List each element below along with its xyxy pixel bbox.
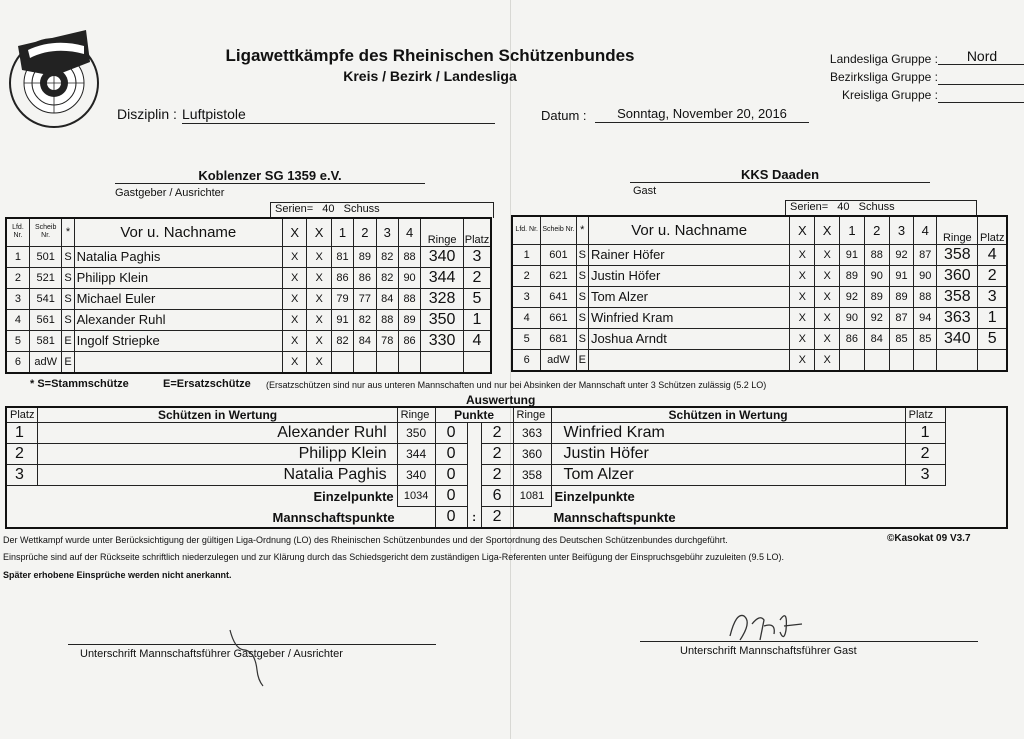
ringe-total: 330 [421,330,464,351]
home-signature-label: Unterschrift Mannschaftsführer Gastgeber / Ausrichter [80,648,343,660]
punkte-spacer [467,423,481,444]
legend-ersatz: E=Ersatzschütze [163,378,251,390]
date-label: Datum : [541,108,587,123]
ringe-total: 350 [421,309,464,330]
shooter-type: S [62,309,74,330]
scheib-nr: adW [541,349,576,371]
shooter-name: Joshua Arndt [588,328,790,349]
series-1-score: 86 [840,328,865,349]
scheib-header: Scheib Nr. [29,218,62,246]
platz-spacer [945,465,1007,486]
x-mark: X [815,328,840,349]
x-header: X [307,218,331,246]
x-mark: X [307,351,331,373]
series-2-header: 2 [864,216,889,244]
discipline-value: Luftpistole [182,106,495,124]
punkte-header: Punkte [435,407,513,423]
series-2-score: 89 [354,246,376,267]
copyright: ©Kasokat 09 V3.7 [887,533,971,544]
series-4-score [398,351,420,373]
x-mark: X [815,286,840,307]
ringe-total [937,349,978,371]
table-row [6,351,491,373]
guest-platz-header: Platz [905,407,945,423]
home-punkte: 0 [435,465,467,486]
home-einzel-punkte: 0 [435,486,467,507]
x-header: X [815,216,840,244]
platz-rank: 5 [463,288,491,309]
table-row [512,349,1007,371]
date-value: Sonntag, November 20, 2016 [595,106,809,123]
lfd-nr: 3 [6,288,29,309]
kreisliga-value [938,86,1024,103]
shooter-type: S [576,244,588,265]
x-mark: X [283,351,307,373]
lfd-nr: 4 [6,309,29,330]
x-mark: X [307,267,331,288]
scheib-nr: 581 [29,330,62,351]
shooter-name: Tom Alzer [588,286,790,307]
shooter-name [588,349,790,371]
platz-rank: 3 [978,286,1007,307]
guest-einzel-ringe: 1081 [513,486,551,507]
x-mark: X [283,330,307,351]
series-2-score [354,351,376,373]
home-platz: 2 [6,444,38,465]
home-ringe: 350 [397,423,435,444]
guest-platz: 3 [905,465,945,486]
x-mark: X [790,328,815,349]
shooter-name: Justin Höfer [588,265,790,286]
series-4-score: 88 [914,286,937,307]
shooter-type: E [62,351,74,373]
table-row [6,309,491,330]
home-mannschaft-punkte: 0 [435,507,467,529]
series-2-score [864,349,889,371]
guest-ringe-header: Ringe [513,407,551,423]
table-row [512,328,1007,349]
bezirksliga-value [938,68,1024,85]
series-4-score: 85 [914,328,937,349]
guest-ringe: 358 [513,465,551,486]
series-3-score: 87 [889,307,914,328]
platz-rank: 2 [978,265,1007,286]
home-mannschaft-label: Mannschaftspunkte [272,509,395,525]
scheib-nr: 521 [29,267,62,288]
discipline-label: Disziplin : [117,106,177,122]
lfd-nr: 5 [512,328,541,349]
ringe-total: 340 [937,328,978,349]
platz-spacer [945,423,1007,444]
x-header: X [790,216,815,244]
lfd-nr: 6 [6,351,29,373]
auswertung-table [5,406,1008,529]
x-mark: X [790,349,815,371]
guest-ringe: 360 [513,444,551,465]
platz-header: Platz [978,216,1007,244]
series-3-header: 3 [376,218,398,246]
shooter-name: Michael Euler [74,288,282,309]
series-3-score: 92 [889,244,914,265]
ringe-total: 344 [421,267,464,288]
platz-rank: 4 [463,330,491,351]
scheib-nr: 661 [541,307,576,328]
series-2-score: 84 [864,328,889,349]
guest-einzel-punkte: 6 [481,486,513,507]
landesliga-label: Landesliga Gruppe : [829,52,938,66]
series-1-header: 1 [331,218,353,246]
guest-schuetzen-header: Schützen in Wertung [551,407,905,423]
scheib-nr: 501 [29,246,62,267]
home-ringe: 340 [397,465,435,486]
guest-punkte: 2 [481,465,513,486]
lfd-header: Lfd. Nr. [512,216,541,244]
shooter-type: S [576,307,588,328]
shooter-type: S [576,265,588,286]
platz-rank: 5 [978,328,1007,349]
ringe-header: Ringe [421,218,464,246]
score-colon: : [472,509,477,524]
series-2-score: 90 [864,265,889,286]
auswertung-title: Auswertung [466,393,536,407]
table-row [6,423,1007,444]
serien-count: 40 [837,201,850,213]
series-3-header: 3 [889,216,914,244]
shooter-type: E [62,330,74,351]
punkte-spacer [467,465,481,486]
series-4-header: 4 [398,218,420,246]
guest-signature [726,606,816,646]
platz-header: Platz [463,218,491,246]
series-4-score: 89 [398,309,420,330]
lfd-nr: 1 [512,244,541,265]
series-1-score [840,349,865,371]
table-row [6,330,491,351]
table-row [6,246,491,267]
guest-club-name: KKS Daaden [630,167,930,183]
shooter-type: S [576,286,588,307]
home-role: Gastgeber / Ausrichter [115,187,225,199]
platz-col-header: Platz [6,407,38,423]
guest-role: Gast [633,185,657,197]
guest-mannschaft-label: Mannschaftspunkte [553,509,676,525]
shooter-name: Winfried Kram [588,307,790,328]
lfd-nr: 1 [6,246,29,267]
series-3-score: 91 [889,265,914,286]
series-1-score: 90 [840,307,865,328]
series-4-score: 88 [398,246,420,267]
scheib-header: Scheib Nr. [541,216,576,244]
lfd-header: Lfd. Nr. [6,218,29,246]
shooter-name: Natalia Paghis [74,246,282,267]
x-mark: X [307,288,331,309]
lfd-nr: 4 [512,307,541,328]
scheib-nr: 681 [541,328,576,349]
lfd-nr: 5 [6,330,29,351]
guest-platz: 1 [905,423,945,444]
series-3-score: 89 [889,286,914,307]
series-4-score: 87 [914,244,937,265]
home-shooter-name: Alexander Ruhl [38,423,397,444]
shooter-type: S [62,267,74,288]
table-row [512,265,1007,286]
table-row [6,267,491,288]
home-shooter-name: Natalia Paghis [38,465,397,486]
shooter-type: E [576,349,588,371]
x-mark: X [815,349,840,371]
guest-punkte: 2 [481,423,513,444]
series-4-score: 88 [398,288,420,309]
series-4-score [914,349,937,371]
x-mark: X [790,244,815,265]
platz-rank: 1 [978,307,1007,328]
scheib-nr: adW [29,351,62,373]
series-3-score: 88 [376,309,398,330]
series-3-score [376,351,398,373]
ringe-total: 363 [937,307,978,328]
x-mark: X [307,309,331,330]
footer-line1: Der Wettkampf wurde unter Berücksichtigung der gültigen Liga-Ordnung (LO) des Rheinischen Schützenbundes und der Sportordnung des Deutschen Schützenbundes durchgeführt. [3,535,728,545]
serien-count: 40 [322,203,335,215]
punkte-spacer [467,444,481,465]
home-club-name: Koblenzer SG 1359 e.V. [115,168,425,184]
shooter-type: S [62,246,74,267]
shooter-name: Rainer Höfer [588,244,790,265]
series-2-header: 2 [354,218,376,246]
table-row [6,288,491,309]
schuss-label: Schuss [343,203,380,215]
lfd-nr: 2 [512,265,541,286]
club-logo [4,28,104,128]
footer-line3: Später erhobene Einsprüche werden nicht anerkannt. [3,570,232,580]
x-mark: X [283,288,307,309]
series-3-score: 78 [376,330,398,351]
series-2-score: 88 [864,244,889,265]
x-mark: X [790,265,815,286]
schuss-label: Schuss [858,201,895,213]
series-2-score: 86 [354,267,376,288]
shooter-name [74,351,282,373]
series-4-score: 94 [914,307,937,328]
home-ringe: 344 [397,444,435,465]
x-mark: X [307,330,331,351]
series-3-score: 85 [889,328,914,349]
bezirksliga-label: Bezirksliga Gruppe : [829,70,938,84]
form-title: Ligawettkämpfe des Rheinischen Schützenbundes [225,46,635,65]
series-1-score: 91 [840,244,865,265]
guest-punkte: 2 [481,444,513,465]
shooter-name: Philipp Klein [74,267,282,288]
guest-results-table [511,215,1008,372]
legend-note: (Ersatzschützen sind nur aus unteren Mannschaften und nur bei Absinken der Mannschaft unter 3 Schützen zulässig (5.2 LO) [266,380,767,390]
x-mark: X [283,309,307,330]
series-3-score: 82 [376,246,398,267]
ringe-total: 328 [421,288,464,309]
star-header: * [576,216,588,244]
table-row [512,307,1007,328]
home-platz: 3 [6,465,38,486]
guest-serien-header [785,200,977,216]
x-mark: X [283,267,307,288]
series-1-score: 79 [331,288,353,309]
x-header: X [283,218,307,246]
series-1-score: 82 [331,330,353,351]
home-schuetzen-header: Schützen in Wertung [38,407,397,423]
ringe-total: 360 [937,265,978,286]
guest-shooter-name: Tom Alzer [551,465,905,486]
series-3-score: 82 [376,267,398,288]
scheib-nr: 561 [29,309,62,330]
home-punkte: 0 [435,444,467,465]
series-3-score: 84 [376,288,398,309]
platz-spacer [945,444,1007,465]
platz-rank: 1 [463,309,491,330]
series-1-score: 81 [331,246,353,267]
kreisliga-label: Kreisliga Gruppe : [841,88,938,102]
footer-line2: Einsprüche sind auf der Rückseite schriftlich niederzulegen und zur Klärung durch das Schiedsgericht dem zuständigen Liga-Referenten unter Beifügung der Einspruchsgebühr zuzuleiten (9.5 LO). [3,552,784,562]
series-1-score: 91 [331,309,353,330]
series-4-header: 4 [914,216,937,244]
platz-rank [978,349,1007,371]
guest-einzel-label: Einzelpunkte [554,488,635,504]
series-1-score: 89 [840,265,865,286]
table-row [6,444,1007,465]
table-row [6,465,1007,486]
home-ringe-header: Ringe [397,407,435,423]
home-signature-scribble [225,620,285,690]
legend-stamm: * S=Stammschütze [30,378,129,390]
series-4-score: 86 [398,330,420,351]
home-results-table [5,217,492,374]
series-1-score: 86 [331,267,353,288]
x-mark: X [283,246,307,267]
x-mark: X [815,307,840,328]
home-einzel-ringe: 1034 [397,486,435,507]
shooter-type: S [62,288,74,309]
shooter-name: Ingolf Striepke [74,330,282,351]
landesliga-value: Nord [938,48,1024,65]
series-3-score [889,349,914,371]
guest-ringe: 363 [513,423,551,444]
serien-label: Serien= [790,201,829,213]
home-shooter-name: Philipp Klein [38,444,397,465]
lfd-nr: 3 [512,286,541,307]
series-2-score: 92 [864,307,889,328]
ringe-total: 358 [937,244,978,265]
x-mark: X [790,307,815,328]
platz-rank: 4 [978,244,1007,265]
form-subtitle: Kreis / Bezirk / Landesliga [343,68,517,84]
name-header: Vor u. Nachname [588,216,790,244]
scheib-nr: 641 [541,286,576,307]
scheib-nr: 601 [541,244,576,265]
name-header: Vor u. Nachname [74,218,282,246]
shooter-name: Alexander Ruhl [74,309,282,330]
home-einzel-label: Einzelpunkte [313,488,394,504]
platz-rank [463,351,491,373]
guest-signature-label: Unterschrift Mannschaftsführer Gast [680,645,857,657]
series-2-score: 82 [354,309,376,330]
series-2-score: 77 [354,288,376,309]
series-1-header: 1 [840,216,865,244]
series-4-score: 90 [914,265,937,286]
ringe-total: 358 [937,286,978,307]
scheib-nr: 541 [29,288,62,309]
x-mark: X [815,244,840,265]
series-2-score: 89 [864,286,889,307]
home-serien-header [270,202,494,218]
star-header: * [62,218,74,246]
guest-platz: 2 [905,444,945,465]
x-mark: X [790,286,815,307]
guest-shooter-name: Justin Höfer [551,444,905,465]
guest-mannschaft-punkte: 2 [481,507,513,529]
ringe-total: 340 [421,246,464,267]
home-punkte: 0 [435,423,467,444]
platz-rank: 2 [463,267,491,288]
home-platz: 1 [6,423,38,444]
series-1-score [331,351,353,373]
table-row [512,244,1007,265]
scheib-nr: 621 [541,265,576,286]
guest-shooter-name: Winfried Kram [551,423,905,444]
shooter-type: S [576,328,588,349]
serien-label: Serien= [275,203,314,215]
series-2-score: 84 [354,330,376,351]
ringe-total [421,351,464,373]
lfd-nr: 2 [6,267,29,288]
series-1-score: 92 [840,286,865,307]
table-row [512,286,1007,307]
lfd-nr: 6 [512,349,541,371]
platz-rank: 3 [463,246,491,267]
ringe-header: Ringe [937,216,978,244]
x-mark: X [815,265,840,286]
x-mark: X [307,246,331,267]
series-4-score: 90 [398,267,420,288]
